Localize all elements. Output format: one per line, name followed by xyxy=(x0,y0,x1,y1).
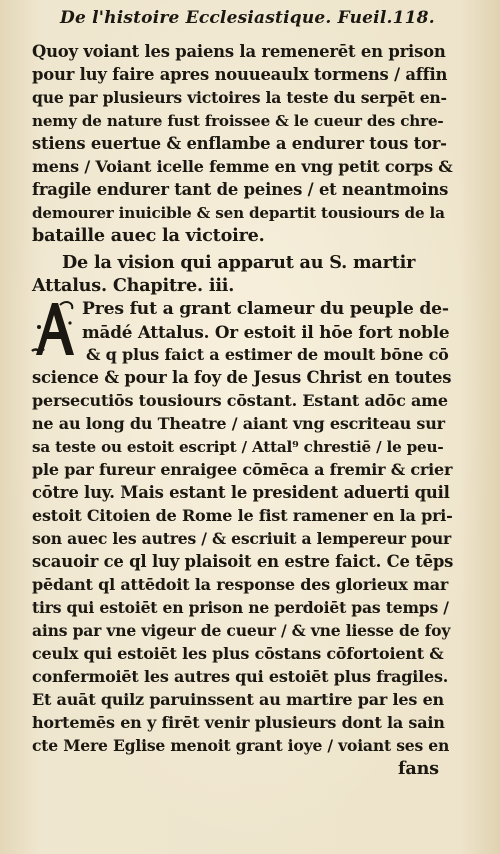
text-line: Et auāt quilz paruinssent au martire par les en xyxy=(32,690,444,709)
text-line: demourer inuicible & sen departit tousiours de la xyxy=(32,204,445,222)
text-line: scauoir ce ql luy plaisoit en estre faict. Ce tēps xyxy=(32,552,454,571)
text-line: hortemēs en y firēt venir plusieurs dont la sain xyxy=(32,713,445,732)
text-line: ne au long du Theatre / aiant vng escriteau sur xyxy=(32,414,445,433)
text-line: cte Mere Eglise menoit grant ioye / voiant ses en xyxy=(32,736,450,755)
text-line: bataille auec la victoire. xyxy=(32,225,265,246)
text-line: que par plusieurs victoires la teste du serpēt en- xyxy=(32,88,447,107)
heading-line: Attalus. Chapitre. iii. xyxy=(32,275,235,296)
text-line: fragile endurer tant de peines / et neantmoins xyxy=(32,180,449,199)
text-line: ains par vne vigeur de cueur / & vne liesse de foy xyxy=(32,621,451,640)
heading-line: De la vision qui apparut au S. martir xyxy=(62,252,416,273)
running-header: De l'histoire Ecclesiastique. Fueil.118. xyxy=(60,8,435,28)
text-line: stiens euertue & enflambe a endurer tous tor- xyxy=(32,134,447,153)
text-line: & q plus faict a estimer de moult bōne cō xyxy=(86,345,449,364)
text-line: tirs qui estoiēt en prison ne perdoiēt pas temps / xyxy=(32,598,449,617)
catchword: fans xyxy=(398,758,439,779)
text-line: Quoy voiant les paiens la remenerēt en prison xyxy=(32,42,446,61)
text-line: cōtre luy. Mais estant le president aduerti quil xyxy=(32,483,450,502)
text-line: pour luy faire apres nouueaulx tormens / affin xyxy=(32,65,448,84)
text-line: Pres fut a grant clameur du peuple de- xyxy=(82,299,449,319)
text-line: persecutiōs tousiours cōstant. Estant adōc ame xyxy=(32,391,448,410)
text-line: ceulx qui estoiēt les plus cōstans cōfortoient & xyxy=(32,644,444,663)
text-line: ple par fureur enraigee cōmēca a fremir & crier xyxy=(32,460,453,479)
text-line: estoit Citoien de Rome le fist ramener en la pri- xyxy=(32,506,453,525)
text-line: science & pour la foy de Jesus Christ en toutes xyxy=(32,368,452,387)
text-line: pēdant ql attēdoit la response des glorieux mar xyxy=(32,575,449,594)
text-line: mādé Attalus. Or estoit il hōe fort noble xyxy=(82,322,450,342)
text-line: son auec les autres / & escriuit a lempereur pour xyxy=(32,529,452,548)
text-line: mens / Voiant icelle femme en vng petit corps & xyxy=(32,157,453,176)
text-line: sa teste ou estoit escript / Attal⁹ chrestiē / le peu- xyxy=(32,438,444,456)
text-line: confermoiēt les autres qui estoiēt plus fragiles. xyxy=(32,667,449,686)
text-line: nemy de nature fust froissee & le cueur des chre- xyxy=(32,112,444,130)
decorated-initial xyxy=(30,297,78,357)
